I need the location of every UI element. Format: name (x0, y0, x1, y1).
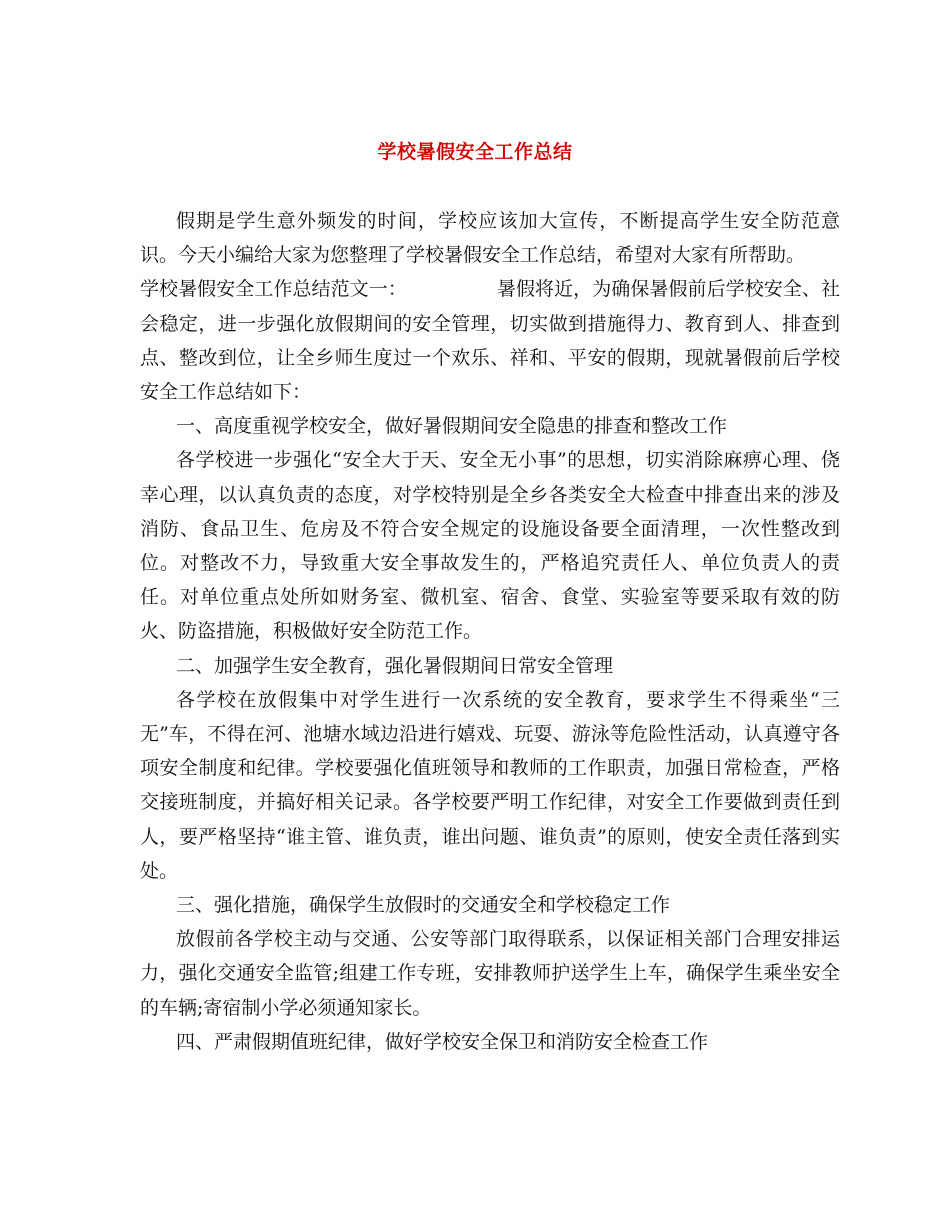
section-body-3: 放假前各学校主动与交通、公安等部门取得联系，以保证相关部门合理安排运力，强化交通安全监管;组建工作专班，安排教师护送学生上车，确保学生乘坐安全的车辆;寄宿制小学必须通知家长。 (140, 928, 840, 1019)
section-heading-4: 四、严肃假期值班纪律，做好学校安全保卫和消防安全检查工作 (176, 1030, 709, 1053)
section-body-1: 各学校进一步强化“安全大于天、安全无小事”的思想，切实消除麻痹心理、侥幸心理，以认真负责的态度，对学校特别是全乡各类安全大检查中排查出来的涉及消防、食品卫生、危房及不符合安全规定的设施设备要全面清理，一次性整改到位。对整改不力，导致重大安全事故发生的，严格追究责任人、单位负责人的责任。对单位重点处所如财务室、微机室、宿舍、食堂、实验室等要采取有效的防火、防盗措施，积极做好安全防范工作。 (140, 449, 840, 643)
section-heading-1: 一、高度重视学校安全，做好暑假期间安全隐患的排查和整改工作 (176, 415, 728, 438)
section-body-2: 各学校在放假集中对学生进行一次系统的安全教育，要求学生不得乘坐“三无”车，不得在河、池塘水域边沿进行嬉戏、玩耍、游泳等危险性活动，认真遵守各项安全制度和纪律。学校要强化值班领导和教师的工作职责，加强日常检查，严格交接班制度，并搞好相关记录。各学校要严明工作纪律，对安全工作要做到责任到人，要严格坚持“谁主管、谁负责，谁出问题、谁负责”的原则，使安全责任落到实处。 (140, 688, 840, 882)
sample-heading: 学校暑假安全工作总结范文一： (140, 278, 407, 301)
section-heading-2: 二、加强学生安全教育，强化暑假期间日常安全管理 (176, 654, 614, 677)
sample-paragraph (140, 272, 840, 409)
document-body (140, 204, 840, 1059)
section-heading-3: 三、强化措施，确保学生放假时的交通安全和学校稳定工作 (176, 894, 671, 917)
sample-body: 暑假将近，为确保暑假前后学校安全、社会稳定，进一步强化放假期间的安全管理，切实做到措施得力、教育到人、排查到点、整改到位，让全乡师生度过一个欢乐、祥和、平安的假期，现就暑假前后学校安全工作总结如下： (140, 278, 840, 404)
intro-paragraph: 假期是学生意外频发的时间，学校应该加大宣传，不断提高学生安全防范意识。今天小编给大家为您整理了学校暑假安全工作总结，希望对大家有所帮助。 (140, 210, 840, 267)
document-title: 学校暑假安全工作总结 (377, 141, 573, 163)
